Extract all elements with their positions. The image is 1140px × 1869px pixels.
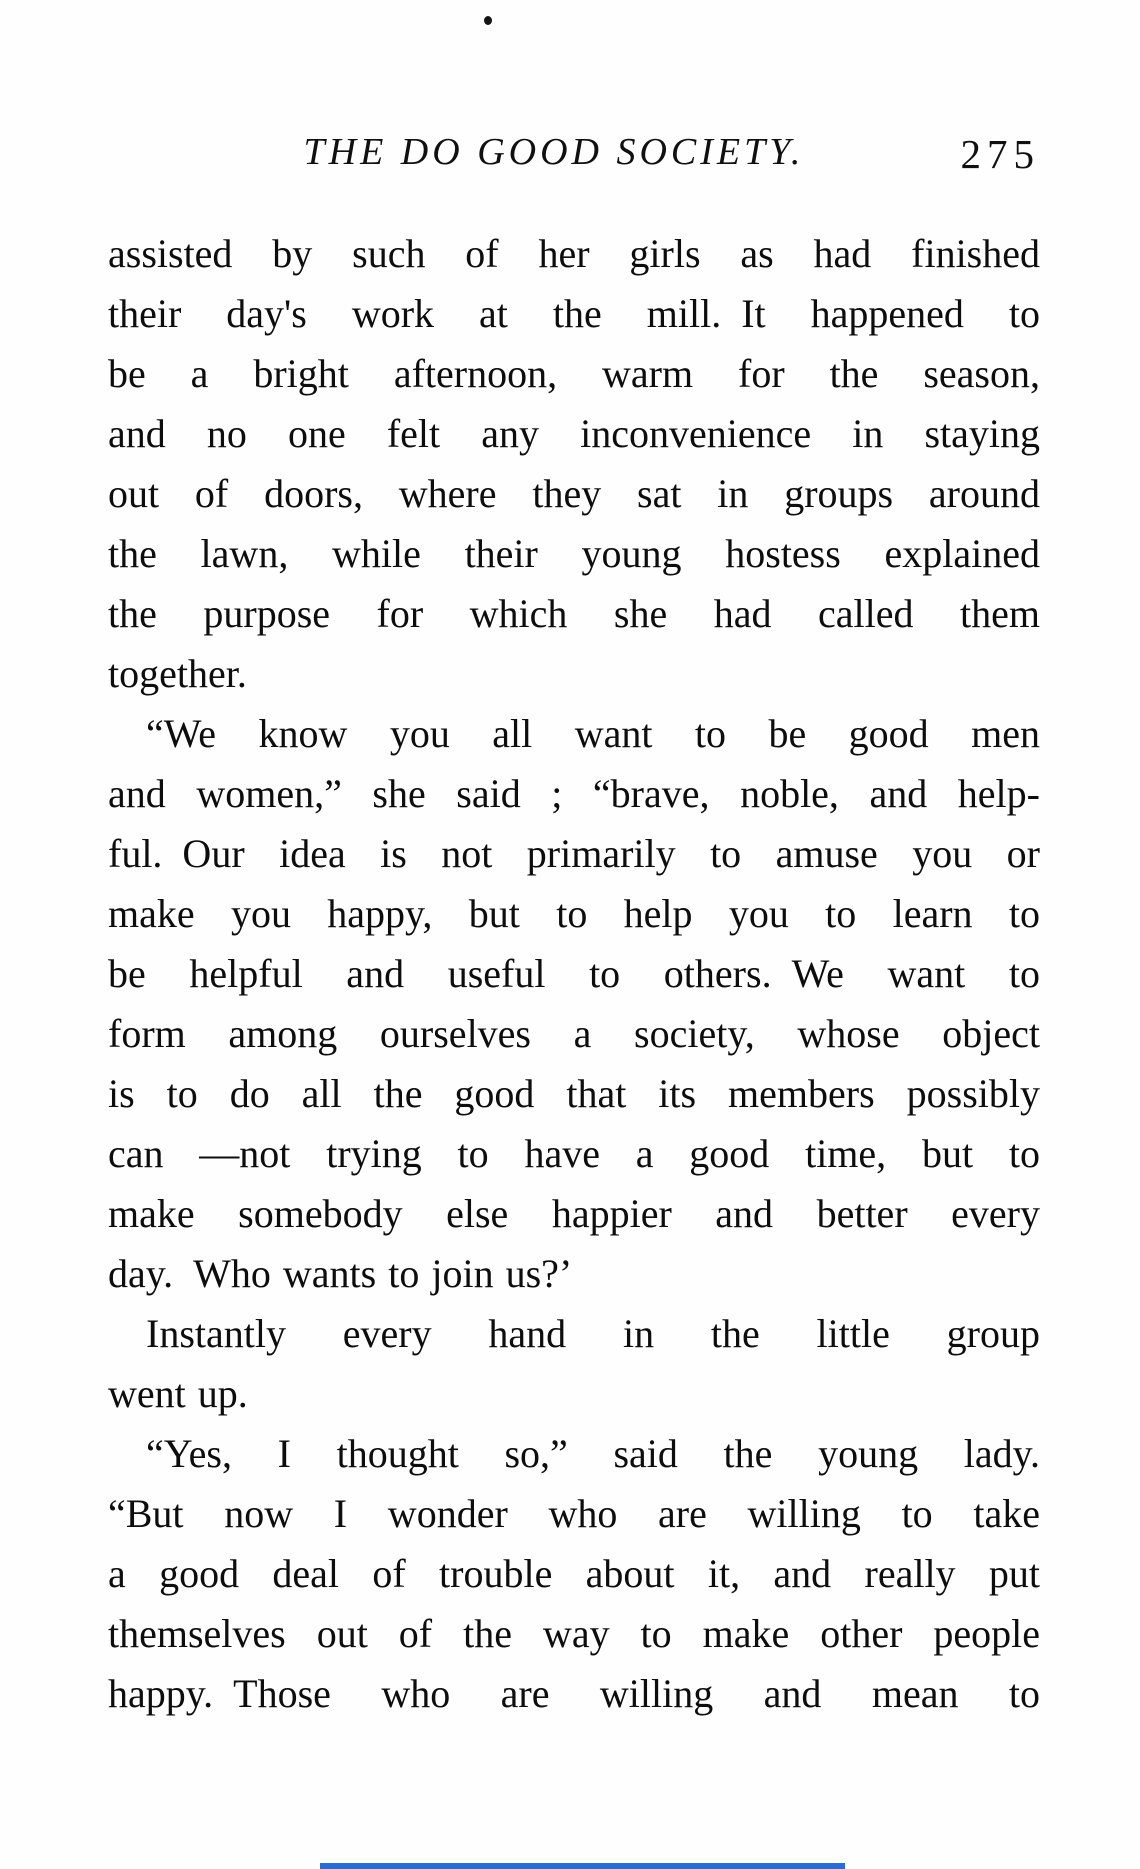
text-line: “We know you all want to be good men bbox=[146, 711, 1040, 756]
text-line: together. bbox=[108, 651, 247, 696]
text-line: day. Who wants to join us?’ bbox=[108, 1251, 573, 1296]
text-line: is to do all the good that its members possibly bbox=[108, 1071, 1040, 1116]
text-line: themselves out of the way to make other people bbox=[108, 1611, 1040, 1656]
text-line: assisted by such of her girls as had finished bbox=[108, 231, 1040, 276]
ink-dot-artifact bbox=[484, 16, 492, 25]
text-line: can —not trying to have a good time, but to bbox=[108, 1131, 1040, 1176]
scan-edge-artifact bbox=[320, 1863, 845, 1869]
page-header bbox=[108, 130, 1040, 186]
text-line: Instantly every hand in the little group bbox=[146, 1311, 1040, 1356]
text-line: form among ourselves a society, whose object bbox=[108, 1011, 1040, 1056]
text-line: out of doors, where they sat in groups around bbox=[108, 471, 1040, 516]
text-line: and no one felt any inconvenience in staying bbox=[108, 411, 1040, 456]
text-line: be a bright afternoon, warm for the season, bbox=[108, 351, 1040, 396]
text-line: make you happy, but to help you to learn to bbox=[108, 891, 1040, 936]
text-line: “But now I wonder who are willing to take bbox=[108, 1491, 1040, 1536]
running-title: THE DO GOOD SOCIETY. bbox=[303, 131, 805, 173]
text-line: the lawn, while their young hostess explained bbox=[108, 531, 1040, 576]
text-line: their day's work at the mill. It happened to bbox=[108, 291, 1040, 336]
text-line: a good deal of trouble about it, and really put bbox=[108, 1551, 1040, 1596]
text-line: went up. bbox=[108, 1371, 248, 1416]
text-line: be helpful and useful to others. We want to bbox=[108, 951, 1040, 996]
text-line: ful. Our idea is not primarily to amuse you or bbox=[108, 831, 1040, 876]
page-number: 275 bbox=[960, 131, 1040, 177]
text-line: the purpose for which she had called them bbox=[108, 591, 1040, 636]
body-text bbox=[108, 224, 1040, 1724]
text-line: “Yes, I thought so,” said the young lady. bbox=[146, 1431, 1040, 1476]
text-line: and women,” she said ; “brave, noble, and help- bbox=[108, 771, 1040, 816]
text-line: make somebody else happier and better every bbox=[108, 1191, 1040, 1236]
text-line: happy. Those who are willing and mean to bbox=[108, 1671, 1040, 1716]
